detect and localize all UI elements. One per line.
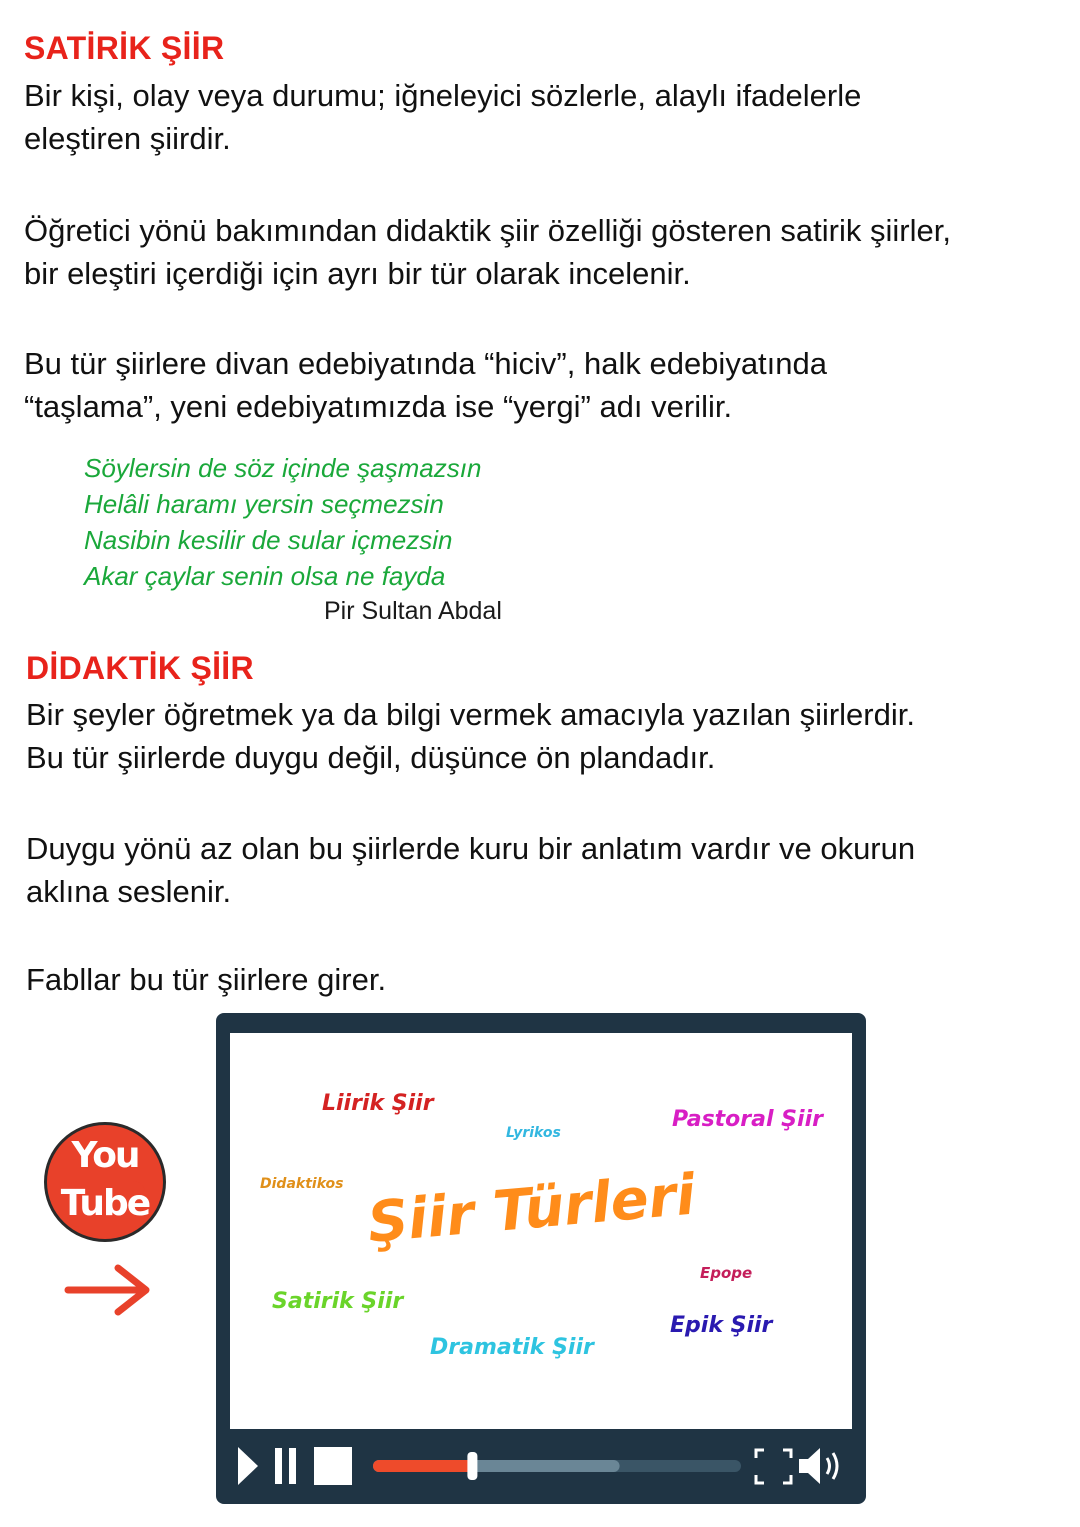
video-controls <box>216 1429 866 1504</box>
word-main-title: Şiir Türleri <box>365 1162 698 1256</box>
didaktik-fable-note: Fabllar bu tür şiirlere girer. <box>26 962 387 997</box>
text-line: eleştiren şiirdir. <box>24 121 231 156</box>
didaktik-heading: DİDAKTİK ŞİİR <box>26 650 254 686</box>
poem-author: Pir Sultan Abdal <box>324 597 502 625</box>
word-didaktikos: Didaktikos <box>260 1176 344 1192</box>
word-epik: Epik Şiir <box>670 1313 773 1338</box>
word-satirik: Satirik Şiir <box>272 1289 404 1314</box>
word-liirik: Liirik Şiir <box>322 1091 434 1116</box>
text-line: aklına seslenir. <box>26 874 232 909</box>
poem-line: Nasibin kesilir de sular içmezsin <box>84 525 453 555</box>
word-dramatik: Dramatik Şiir <box>430 1335 594 1360</box>
youtube-logo-tube: Tube <box>60 1183 150 1224</box>
satirik-heading: SATİRİK ŞİİR <box>24 30 225 66</box>
satirik-didactic-note <box>24 209 951 295</box>
stop-icon[interactable] <box>314 1447 352 1485</box>
didaktik-definition <box>26 693 915 779</box>
progress-played <box>373 1460 472 1472</box>
poem-line: Akar çaylar senin olsa ne fayda <box>84 561 446 591</box>
play-icon[interactable] <box>238 1447 258 1485</box>
word-lyrikos: Lyrikos <box>506 1125 561 1141</box>
text-line: Bir şeyler öğretmek ya da bilgi vermek amacıyla yazılan şiirlerdir. <box>26 697 915 732</box>
word-pastoral: Pastoral Şiir <box>672 1107 823 1132</box>
text-line: Bu tür şiirlere divan edebiyatında “hiciv”, halk edebiyatında <box>24 346 828 381</box>
text-line: Duygu yönü az olan bu şiirlerde kuru bir anlatım vardır ve okurun <box>26 831 916 866</box>
video-screen[interactable] <box>230 1033 852 1429</box>
satirik-definition <box>24 74 861 160</box>
satirik-names-note <box>24 342 827 428</box>
youtube-logo-icon[interactable] <box>44 1122 166 1242</box>
volume-icon[interactable] <box>799 1448 837 1484</box>
video-controls-svg <box>216 1429 866 1504</box>
poem-line: Söylersin de söz içinde şaşmazsın <box>84 453 482 483</box>
text-line: Bir kişi, olay veya durumu; iğneleyici sözlerle, alaylı ifadelerle <box>24 78 862 113</box>
progress-thumb[interactable] <box>467 1452 477 1480</box>
arrow-right-icon <box>64 1262 154 1318</box>
text-line: Öğretici yönü bakımından didaktik şiir özelliği gösteren satirik şiirler, <box>24 213 951 248</box>
text-line: Bu tür şiirlerde duygu değil, düşünce ön plandadır. <box>26 740 716 775</box>
fullscreen-icon[interactable] <box>756 1450 791 1483</box>
poem-line: Helâli haramı yersin seçmezsin <box>84 489 444 519</box>
youtube-logo-you: You <box>71 1135 139 1176</box>
didaktik-style-note <box>26 827 915 913</box>
pause-icon[interactable] <box>275 1448 296 1484</box>
word-epope: Epope <box>700 1264 753 1282</box>
poem-excerpt <box>84 450 481 594</box>
text-line: “taşlama”, yeni edebiyatımızda ise “yergi” adı verilir. <box>24 389 733 424</box>
video-player[interactable] <box>216 1013 866 1504</box>
text-line: bir eleştiri içerdiği için ayrı bir tür olarak incelenir. <box>24 256 691 291</box>
